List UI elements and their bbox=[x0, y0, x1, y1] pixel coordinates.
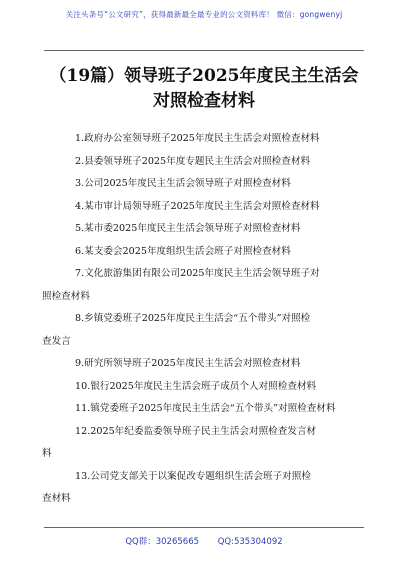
footer-divider bbox=[44, 527, 364, 528]
toc-item bbox=[42, 218, 360, 241]
toc-item bbox=[42, 241, 360, 264]
toc-item bbox=[42, 421, 360, 466]
toc-item-text: 4.某市审计局领导班子2025年度民主生活会对照检查材料 bbox=[75, 200, 320, 212]
toc-item bbox=[42, 151, 360, 174]
toc-item bbox=[42, 196, 360, 219]
toc-item-text: 13.公司党支部关于以案促改专题组织生活会班子对照检 bbox=[75, 470, 311, 482]
toc-item-text: 1.政府办公室领导班子2025年度民主生活会对照检查材料 bbox=[75, 133, 320, 144]
toc-item-text: 10.银行2025年度民主生活会班子成员个人对照检查材料 bbox=[75, 380, 317, 392]
toc-item bbox=[42, 263, 360, 308]
toc-item bbox=[42, 173, 360, 196]
header-divider bbox=[44, 50, 364, 51]
table-of-contents bbox=[42, 128, 360, 511]
toc-item-text: 11.镇党委班子2025年度民主生活会“五个带头”对照检查材料 bbox=[75, 403, 336, 414]
toc-item-continuation: 查材料 bbox=[42, 493, 71, 504]
toc-item-text: 9.研究所领导班子2025年度民主生活会对照检查材料 bbox=[75, 358, 301, 369]
toc-item bbox=[42, 353, 360, 376]
toc-item-text: 6.某支委会2025年度组织生活会班子对照检查材料 bbox=[75, 245, 291, 257]
toc-item-text: 12.2025年纪委监委领导班子民主生活会对照检查发言材 bbox=[75, 425, 317, 437]
toc-item bbox=[42, 376, 360, 399]
toc-item-text: 2.县委领导班子2025年度专题民主生活会对照检查材料 bbox=[75, 155, 311, 167]
toc-item-text: 7.文化旅游集团有限公司2025年度民主生活会领导班子对 bbox=[75, 268, 320, 279]
toc-item-continuation: 照检查材料 bbox=[42, 290, 90, 302]
toc-item bbox=[42, 466, 360, 511]
footer-qq-group: QQ群：30265665 bbox=[125, 537, 200, 547]
document-title bbox=[40, 64, 368, 114]
toc-item-continuation: 查发言 bbox=[42, 335, 71, 347]
title-line-2: 对照检查材料 bbox=[153, 91, 255, 111]
header-promo-note: 关注头条号“公文研究”，获得最新最全最专业的公文资料库！ 微信：gongwenyj bbox=[65, 10, 343, 19]
footer-qq: QQ:535304092 bbox=[217, 537, 283, 547]
footer-contact bbox=[0, 535, 408, 547]
toc-item bbox=[42, 398, 360, 421]
toc-item-text: 3.公司2025年度民主生活会领导班子对照检查材料 bbox=[75, 178, 291, 189]
toc-item bbox=[42, 128, 360, 151]
toc-item-text: 5.某市委2025年度民主生活会领导班子对照检查材料 bbox=[75, 223, 301, 234]
title-line-1: （19篇）领导班子2025年度民主生活会 bbox=[49, 66, 359, 86]
toc-item-text: 8.乡镇党委班子2025年度民主生活会“五个带头”对照检 bbox=[75, 313, 311, 324]
toc-item bbox=[42, 308, 360, 353]
toc-item-continuation: 料 bbox=[42, 448, 52, 459]
